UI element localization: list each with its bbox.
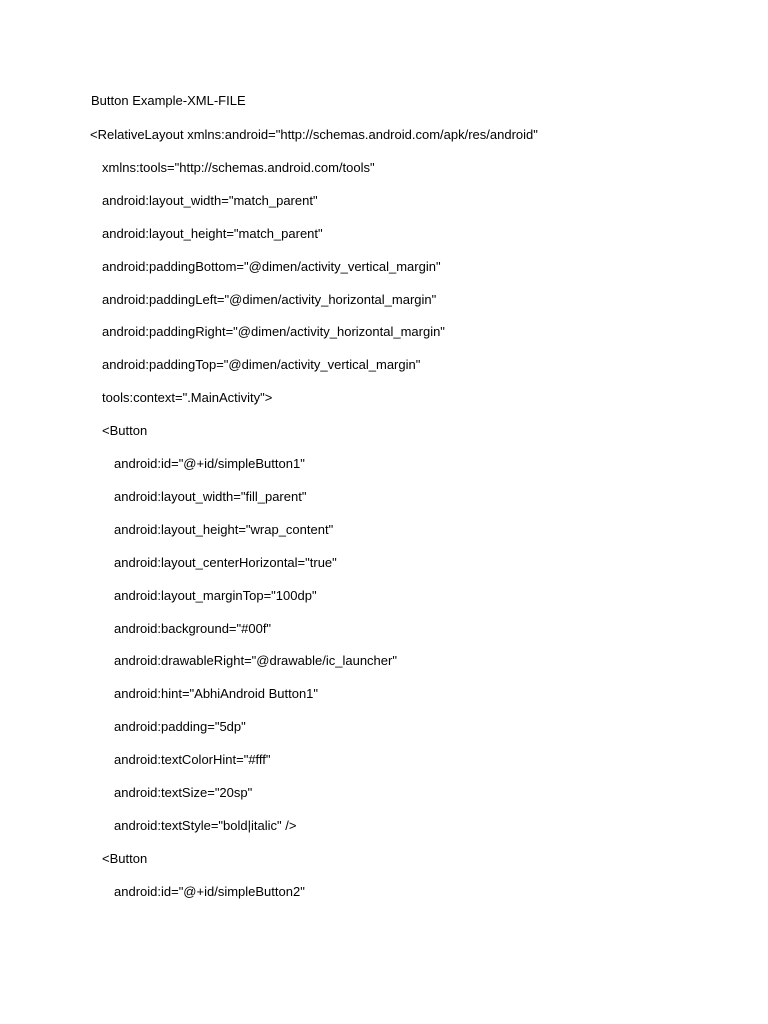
xml-code-line: android:layout_marginTop="100dp" bbox=[114, 588, 317, 603]
xml-code-line: android:paddingTop="@dimen/activity_vertical_margin" bbox=[102, 357, 421, 372]
xml-code-line: xmlns:tools="http://schemas.android.com/tools" bbox=[102, 160, 375, 175]
xml-code-line: android:textColorHint="#fff" bbox=[114, 752, 271, 767]
xml-code-line: android:paddingRight="@dimen/activity_horizontal_margin" bbox=[102, 324, 445, 339]
xml-code-line: android:paddingLeft="@dimen/activity_horizontal_margin" bbox=[102, 292, 437, 307]
xml-code-line: android:layout_width="fill_parent" bbox=[114, 489, 307, 504]
xml-code-line: android:padding="5dp" bbox=[114, 719, 246, 734]
xml-code-line: android:layout_height="wrap_content" bbox=[114, 522, 334, 537]
xml-code-line: android:layout_height="match_parent" bbox=[102, 226, 323, 241]
xml-code-line: <RelativeLayout xmlns:android="http://schemas.android.com/apk/res/android" bbox=[90, 127, 538, 142]
xml-code-line: android:background="#00f" bbox=[114, 621, 272, 636]
xml-code-line: android:textStyle="bold|italic" /> bbox=[114, 818, 297, 833]
xml-code-line: <Button bbox=[102, 423, 148, 438]
document-title: Button Example-XML-FILE bbox=[91, 93, 246, 108]
xml-code-line: android:layout_width="match_parent" bbox=[102, 193, 318, 208]
xml-code-line: android:paddingBottom="@dimen/activity_vertical_margin" bbox=[102, 259, 441, 274]
xml-code-line: android:layout_centerHorizontal="true" bbox=[114, 555, 337, 570]
xml-code-line: tools:context=".MainActivity"> bbox=[102, 390, 273, 405]
xml-code-line: android:hint="AbhiAndroid Button1" bbox=[114, 686, 319, 701]
xml-code-line: android:textSize="20sp" bbox=[114, 785, 253, 800]
xml-code-line: android:id="@+id/simpleButton2" bbox=[114, 884, 305, 899]
xml-code-line: <Button bbox=[102, 851, 148, 866]
xml-code-line: android:id="@+id/simpleButton1" bbox=[114, 456, 305, 471]
xml-code-line: android:drawableRight="@drawable/ic_launcher" bbox=[114, 653, 397, 668]
